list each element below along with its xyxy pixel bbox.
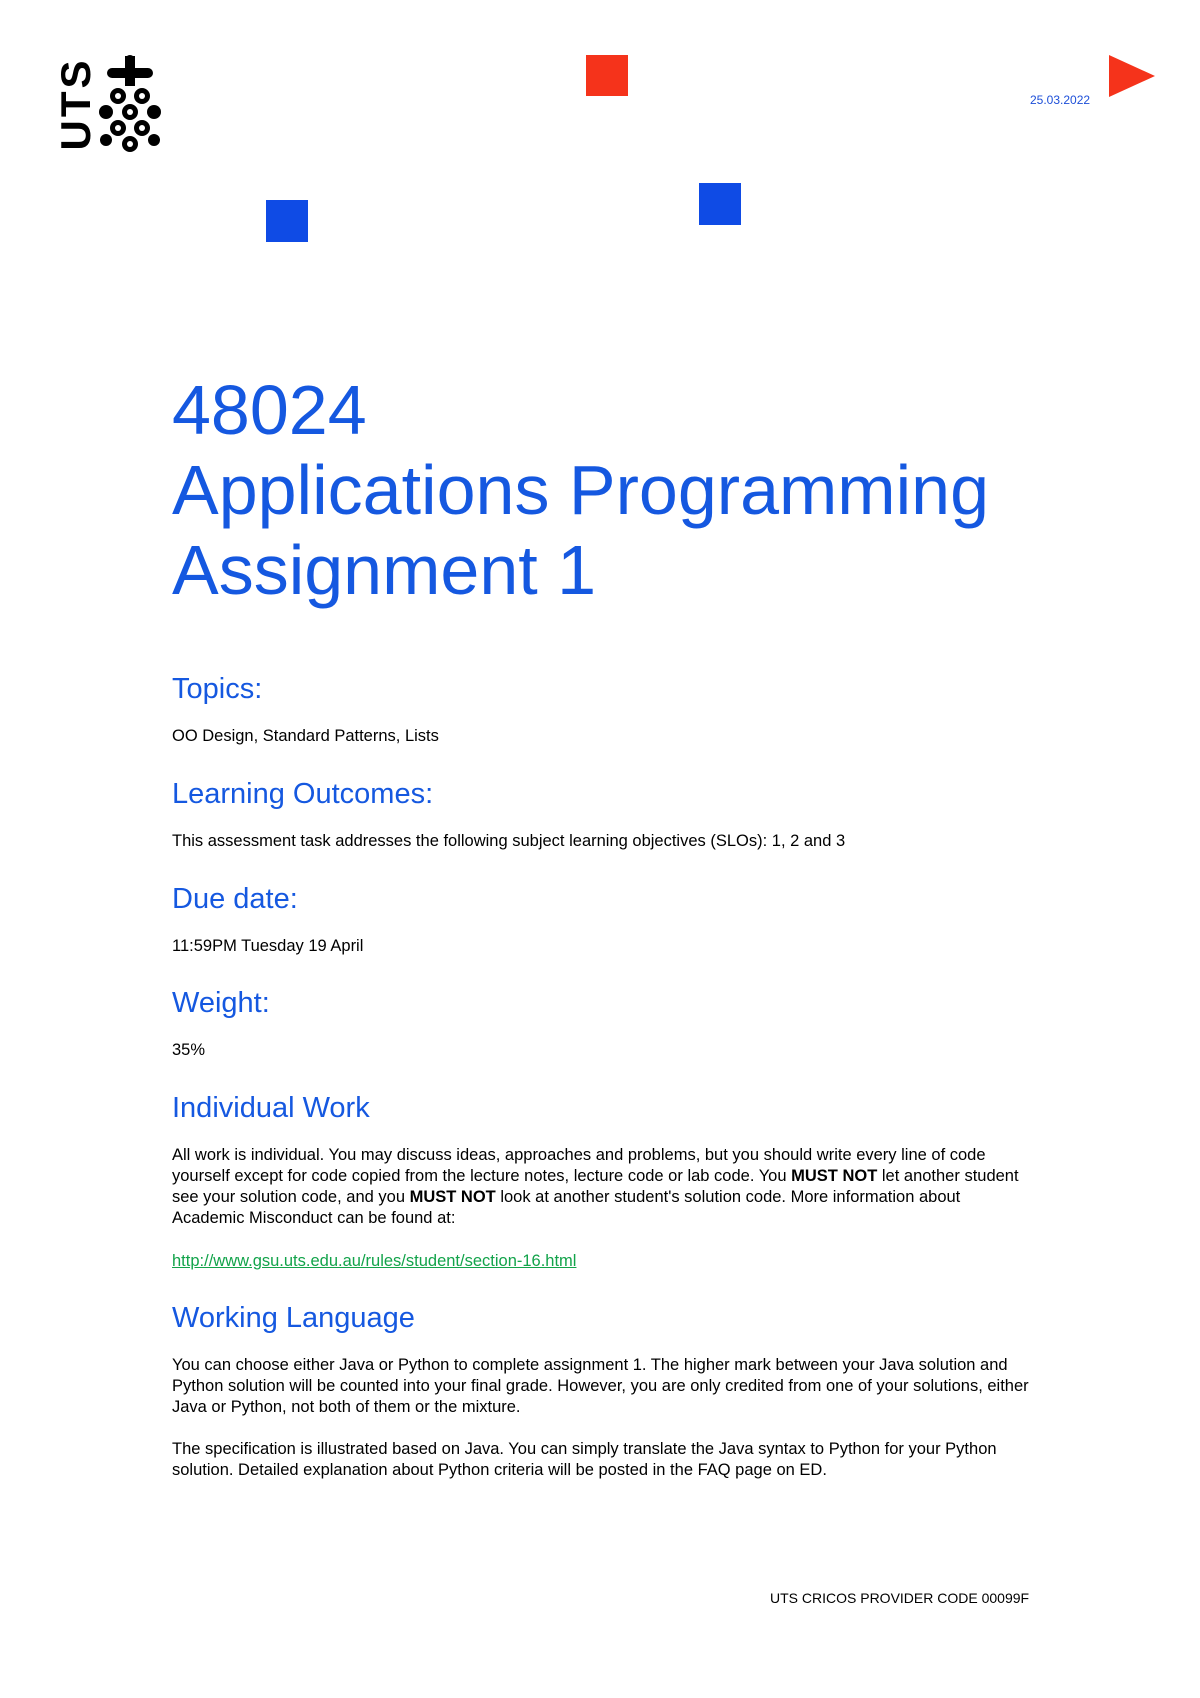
outcomes-section <box>172 777 1032 852</box>
document-date: 25.03.2022 <box>1030 93 1091 107</box>
red-square-decoration <box>586 55 628 96</box>
blue-square-decoration <box>266 200 308 242</box>
weight-heading: Weight: <box>172 987 270 1019</box>
topics-body: OO Design, Standard Patterns, Lists <box>172 727 439 745</box>
topics-section <box>172 672 1032 747</box>
academic-misconduct-link[interactable]: http://www.gsu.uts.edu.au/rules/student/section-16.html <box>172 1252 577 1270</box>
title-course-code: 48024 <box>172 371 367 449</box>
individual-work-body: All work is individual. You may discuss ideas, approaches and problems, but you should write every line of code yourself except for code copied from the lecture notes, lecture code or lab code. You MUST NOT let another student see your solution code, and you MUST NOT look at another student's solution code. More information about Academic Misconduct can be found at: <box>172 1146 1019 1227</box>
red-play-triangle-icon <box>1109 55 1155 97</box>
must-not-emphasis: MUST NOT <box>791 1167 878 1185</box>
cricos-footer: UTS CRICOS PROVIDER CODE 00099F <box>770 1590 1030 1606</box>
individual-work-heading: Individual Work <box>172 1092 370 1124</box>
due-heading: Due date: <box>172 883 298 915</box>
uts-crest-icon <box>98 54 162 158</box>
must-not-emphasis: MUST NOT <box>409 1188 496 1206</box>
blue-square-decoration <box>699 183 741 225</box>
topics-heading: Topics: <box>172 673 263 705</box>
due-body: 11:59PM Tuesday 19 April <box>172 937 364 955</box>
working-language-section <box>172 1301 1032 1481</box>
uts-logo <box>52 54 166 158</box>
title-course-name: Applications Programming <box>172 451 990 529</box>
title-assignment: Assignment 1 <box>172 531 597 609</box>
outcomes-heading: Learning Outcomes: <box>172 778 434 810</box>
document-title <box>172 370 989 610</box>
weight-section <box>172 986 1032 1061</box>
due-section <box>172 882 1032 957</box>
working-language-para-2: The specification is illustrated based on Java. You can simply translate the Java syntax to Python for your Python solution. Detailed explanation about Python criteria will be posted in the FAQ page on ED. <box>172 1440 997 1479</box>
working-language-para-1: You can choose either Java or Python to complete assignment 1. The higher mark between your Java solution and Python solution will be counted into your final grade. However, you are only credited from one of your solutions, either Java or Python, not both of them or the mixture. <box>172 1356 1029 1416</box>
uts-logo-text: UTS <box>52 57 99 151</box>
individual-work-section <box>172 1091 1032 1272</box>
working-language-heading: Working Language <box>172 1302 415 1334</box>
weight-body: 35% <box>172 1041 206 1059</box>
outcomes-body: This assessment task addresses the following subject learning objectives (SLOs): 1, 2 and 3 <box>172 832 846 850</box>
